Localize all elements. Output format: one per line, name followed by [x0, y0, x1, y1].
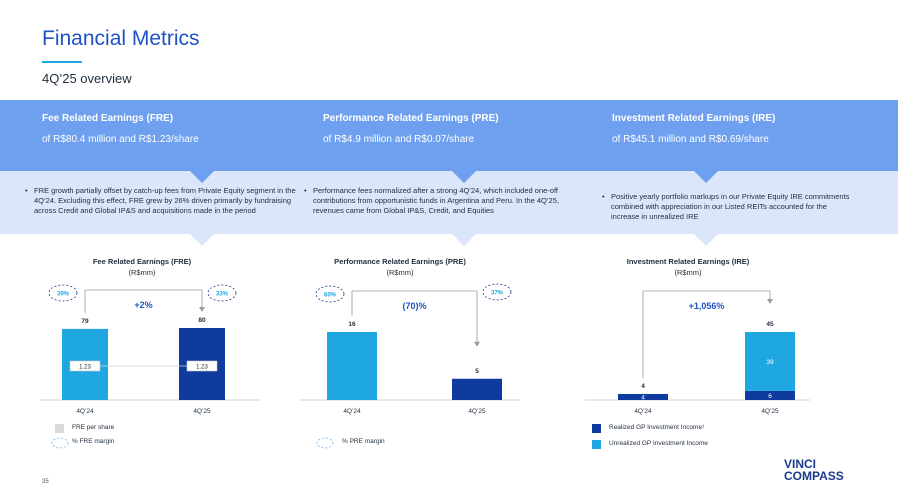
- fre-chart-unit: (R$mm): [128, 268, 156, 277]
- per-share-label: 1.23: [196, 364, 208, 371]
- x-tick-label: 4Q’24: [343, 408, 361, 415]
- change-label: (70)%: [402, 301, 427, 311]
- change-label: +1,056%: [688, 301, 725, 311]
- change-arrowhead: [767, 299, 773, 304]
- per-share-label: 1.23: [79, 364, 91, 371]
- ire-bullet: • Positive yearly portfolio markups in our Private Equity IRE commitments combined with appreciation in our Listed REITs accounted for the increase in unrealized IRE: [611, 192, 852, 222]
- logo-line-1: VINCI: [784, 457, 817, 471]
- fre-bullet: • FRE growth partially offset by catch-up fees from Private Equity segment in the 4Q’24. Excluding this effect, FRE grew by 26% driven primarily by fundraising across Credit and Global IP&S and acquisitions made in the period: [34, 186, 303, 216]
- ire-summary: of R$45.1 million and R$0.69/share: [612, 134, 769, 145]
- bar-total-label: 4: [641, 382, 645, 390]
- margin-label: 60%: [323, 292, 337, 299]
- pre-summary: of R$4.9 million and R$0.07/share: [323, 134, 475, 145]
- bar: [452, 379, 502, 400]
- change-arrowhead: [199, 307, 205, 312]
- legend-swatch-realized: [592, 424, 601, 433]
- bar-value-label: 79: [81, 317, 89, 325]
- margin-label: 33%: [215, 291, 229, 298]
- x-tick-label: 4Q’25: [761, 408, 779, 415]
- logo-line-2: COMPASS: [784, 469, 844, 483]
- x-tick-label: 4Q’25: [193, 408, 211, 415]
- ire-legend-unrealized-label: Unrealized GP Investment Income: [609, 440, 708, 447]
- legend-swatch-unrealized: [592, 440, 601, 449]
- legend-swatch-per-share: [55, 424, 64, 433]
- bar: [327, 332, 377, 400]
- ire-legend-realized-label: Realized GP Investment Income¹: [609, 424, 705, 431]
- segment-value-label: 6: [768, 392, 772, 400]
- fre-heading: Fee Related Earnings (FRE): [42, 113, 174, 124]
- pre-legend-margin-label: % PRE margin: [342, 438, 385, 445]
- legend-swatch-margin: [317, 438, 333, 448]
- page-subtitle: 4Q’25 overview: [42, 71, 132, 86]
- fre-chart-title: Fee Related Earnings (FRE): [92, 257, 192, 266]
- fre-legend-margin-label: % FRE margin: [72, 438, 115, 445]
- segment-value-label: 4: [641, 394, 645, 402]
- ire-chart-title: Investment Related Earnings (IRE): [626, 257, 750, 266]
- page-number: 35: [42, 479, 49, 485]
- ire-chart-unit: (R$mm): [674, 268, 702, 277]
- x-tick-label: 4Q’24: [634, 408, 652, 415]
- change-label: +2%: [134, 300, 153, 310]
- bar-value-label: 5: [475, 367, 479, 375]
- bar-value-label: 80: [198, 317, 206, 324]
- fre-summary: of R$80.4 million and R$1.23/share: [42, 134, 199, 145]
- company-logo: [784, 458, 844, 482]
- pre-chart-title: Performance Related Earnings (PRE): [334, 257, 466, 266]
- margin-label: 39%: [56, 291, 70, 298]
- bar-total-label: 45: [766, 321, 774, 328]
- x-tick-label: 4Q’24: [76, 408, 94, 415]
- ire-heading: Investment Related Earnings (IRE): [612, 113, 776, 124]
- margin-label: 37%: [490, 290, 504, 297]
- pre-bullet: • Performance fees normalized after a strong 4Q’24, which included one-off contributions from opportunistic funds in Argentina and Peru. In the 4Q’25, revenues came from Global IP&S, Credit, and Equities: [313, 186, 574, 216]
- pre-heading: Performance Related Earnings (PRE): [323, 113, 499, 124]
- segment-value-label: 39: [766, 358, 774, 366]
- page-title: Financial Metrics: [42, 27, 200, 50]
- bar-value-label: 16: [348, 321, 356, 328]
- legend-swatch-margin: [52, 438, 68, 448]
- pre-chart-unit: (R$mm): [386, 268, 414, 277]
- fre-legend-per-share-label: FRE per share: [72, 424, 115, 431]
- change-arrowhead: [474, 342, 480, 347]
- x-tick-label: 4Q’25: [468, 408, 486, 415]
